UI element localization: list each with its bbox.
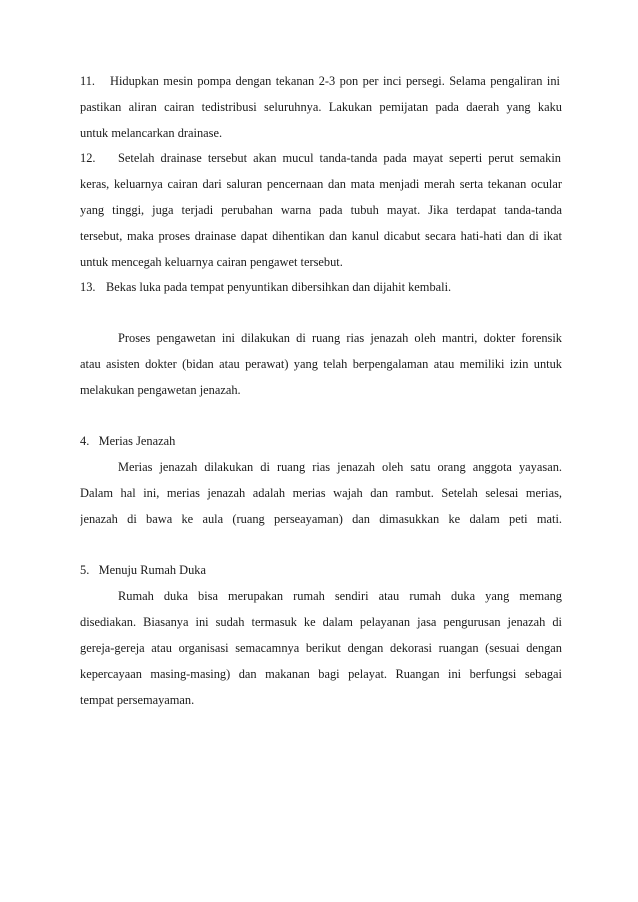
list-item-number: 12. bbox=[80, 151, 96, 165]
paragraph-line: melakukan pengawetan jenazah. bbox=[80, 383, 241, 397]
document-page bbox=[80, 0, 562, 902]
list-item-11-line-1 bbox=[80, 73, 562, 89]
list-item-12-line-2: keras, keluarnya cairan dari saluran pencernaan dan mata menjadi merah serta tekanan ocular bbox=[80, 177, 562, 191]
section-heading: 5. Menuju Rumah Duka bbox=[80, 563, 206, 577]
paragraph-line: atau asisten dokter (bidan atau perawat) yang telah berpengalaman atau memiliki izin untuk bbox=[80, 357, 562, 371]
list-item-text: Bekas luka pada tempat penyuntikan dibersihkan dan dijahit kembali. bbox=[106, 280, 452, 294]
paragraph-line: gereja-gereja atau organisasi semacamnya berikut dengan dekorasi ruangan (sesuai dengan bbox=[80, 641, 562, 655]
list-item-11-line-3: untuk melancarkan drainase. bbox=[80, 126, 223, 140]
list-item-number: 13. bbox=[80, 280, 96, 294]
paragraph-line: jenazah di bawa ke aula (ruang perseayaman) dan dimasukkan ke dalam peti mati. bbox=[80, 512, 562, 526]
list-item-13-line-1 bbox=[80, 279, 562, 295]
paragraph-line: Dalam hal ini, merias jenazah adalah merias wajah dan rambut. Setelah selesai merias, bbox=[80, 486, 562, 500]
paragraph-line: tempat persemayaman. bbox=[80, 693, 195, 707]
list-item-text: Hidupkan mesin pompa dengan tekanan 2-3 pon per inci persegi. Selama pengaliran ini bbox=[110, 74, 560, 88]
paragraph-line: disediakan. Biasanya ini sudah termasuk ke dalam pelayanan jasa pengurusan jenazah di bbox=[80, 615, 562, 629]
list-item-text: Setelah drainase tersebut akan mucul tanda-tanda pada mayat seperti perut semakin bbox=[118, 151, 561, 165]
list-item-12-line-1 bbox=[80, 150, 562, 166]
list-item-12-line-3: yang tinggi, juga terjadi perubahan warna pada tubuh mayat. Jika terdapat tanda-tanda bbox=[80, 203, 562, 217]
paragraph-line: Proses pengawetan ini dilakukan di ruang rias jenazah oleh mantri, dokter forensik bbox=[118, 331, 562, 345]
list-item-12-line-5: untuk mencegah keluarnya cairan pengawet tersebut. bbox=[80, 255, 343, 269]
list-item-number: 11. bbox=[80, 74, 96, 88]
paragraph-line: Rumah duka bisa merupakan rumah sendiri atau rumah duka yang memang bbox=[118, 589, 562, 603]
paragraph-line: Merias jenazah dilakukan di ruang rias jenazah oleh satu orang anggota yayasan. bbox=[118, 460, 562, 474]
paragraph-line: kepercayaan masing-masing) dan makanan bagi pelayat. Ruangan ini berfungsi sebagai bbox=[80, 667, 562, 681]
list-item-12-line-4: tersebut, maka proses drainase dapat dihentikan dan kanul dicabut secara hati-hati dan di ikat bbox=[80, 229, 562, 243]
section-heading: 4. Merias Jenazah bbox=[80, 434, 176, 448]
list-item-11-line-2: pastikan aliran cairan tedistribusi seluruhnya. Lakukan pemijatan pada daerah yang kaku bbox=[80, 100, 562, 114]
